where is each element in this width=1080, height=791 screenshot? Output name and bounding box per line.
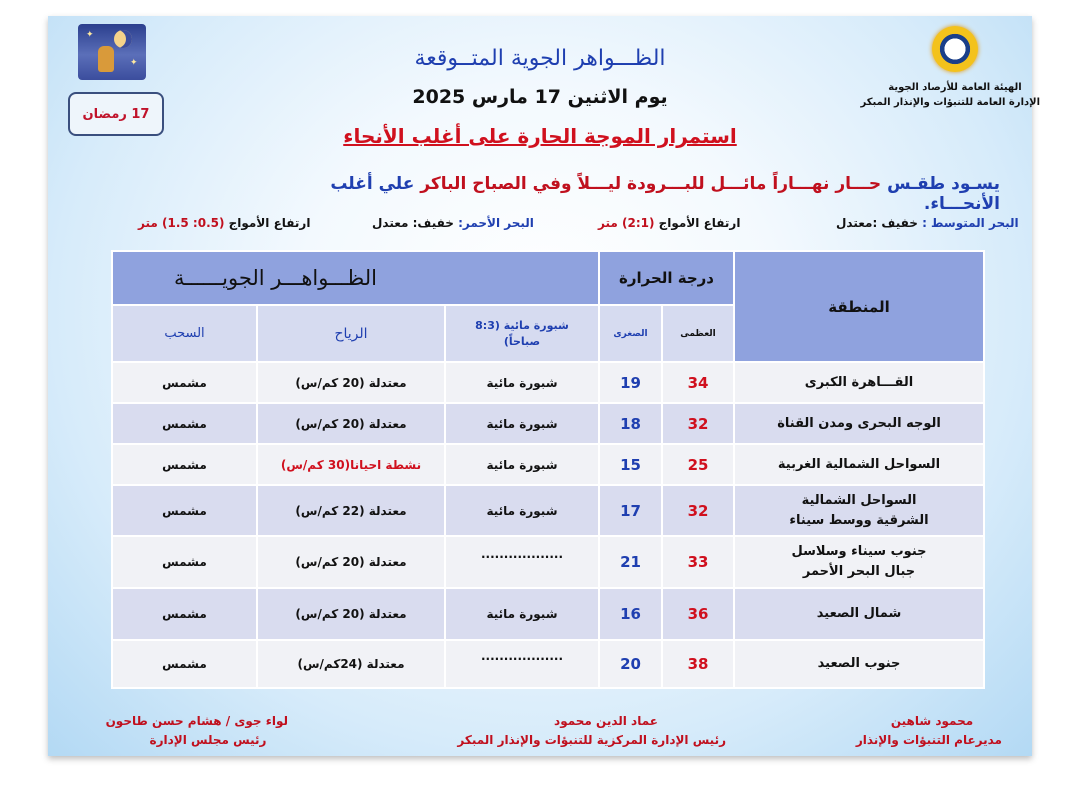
med-waves-label: ارتفاع الأمواج	[654, 216, 741, 230]
ramadan-lantern-image	[78, 24, 146, 80]
weather-summary	[290, 174, 1000, 214]
col-header-temperature: درجة الحرارة	[599, 251, 734, 305]
col-header-phenomena: الظـــواهـــر الجويــــــة	[112, 251, 599, 305]
region-cell: جنوب الصعيد	[734, 640, 984, 688]
col-header-clouds: السحب	[112, 305, 257, 362]
red-sea-label: البحر الأحمر:	[453, 216, 534, 230]
max-temp-cell: 36	[662, 588, 734, 640]
signer-name: لواء جوى / هشام حسن طاحون	[105, 714, 288, 728]
col-header-wind: الرياح	[257, 305, 445, 362]
region-cell: الوجه البحرى ومدن القناة	[734, 403, 984, 444]
med-sea-label: البحر المتوسط :	[917, 216, 1019, 230]
med-waves-value: (2:1) متر	[598, 216, 655, 230]
min-temp-cell: 18	[599, 403, 662, 444]
signer-name: محمود شاهين	[890, 714, 974, 728]
col-header-max: العظمى	[662, 305, 734, 362]
clouds-cell: مشمس	[112, 588, 257, 640]
fog-cell: ..................	[445, 640, 599, 688]
table-row	[112, 640, 984, 688]
table-row	[112, 485, 984, 536]
forecast-date: يوم الاثنين 17 مارس 2025	[412, 86, 668, 108]
crescent-moon-icon	[114, 30, 132, 48]
signer-title: رئيس الإدارة المركزية للتنبؤات والإنذار المبكر	[457, 733, 726, 747]
fog-cell: شبورة مائية	[445, 485, 599, 536]
col-header-min: الصغرى	[599, 305, 662, 362]
wind-cell: نشطة احيانا(30 كم/س)	[257, 444, 445, 485]
meteorology-logo-icon	[932, 26, 978, 72]
min-temp-cell: 17	[599, 485, 662, 536]
clouds-cell: مشمس	[112, 536, 257, 588]
min-temp-cell: 15	[599, 444, 662, 485]
wind-cell: معتدلة (24كم/س)	[257, 640, 445, 688]
max-temp-cell: 33	[662, 536, 734, 588]
region-cell: السواحل الشمالية الغربية	[734, 444, 984, 485]
ramadan-day-badge: 17 رمضان	[68, 92, 164, 136]
org-block	[860, 26, 1040, 110]
clouds-cell: مشمس	[112, 640, 257, 688]
col-header-fog: شبورة مائية (8:3 صباحاً)	[445, 305, 599, 362]
summary-part-3: علي أغلب الأنحـــاء.	[330, 174, 1000, 214]
clouds-cell: مشمس	[112, 403, 257, 444]
fog-cell: شبورة مائية	[445, 588, 599, 640]
red-waves-label: ارتفاع الأمواج	[224, 216, 311, 230]
wind-cell: معتدلة (20 كم/س)	[257, 588, 445, 640]
fog-cell: شبورة مائية	[445, 444, 599, 485]
region-cell: شمال الصعيد	[734, 588, 984, 640]
red-sea-state	[372, 216, 534, 230]
med-sea-state	[836, 216, 1019, 230]
fog-cell: شبورة مائية	[445, 403, 599, 444]
wind-cell: معتدلة (22 كم/س)	[257, 485, 445, 536]
signer-name: عماد الدين محمود	[554, 714, 658, 728]
forecast-table	[111, 250, 985, 689]
min-temp-cell: 16	[599, 588, 662, 640]
table-row	[112, 536, 984, 588]
col-header-region: المنطقة	[734, 251, 984, 362]
min-temp-cell: 19	[599, 362, 662, 403]
fog-cell: ..................	[445, 536, 599, 588]
star-icon: ✦	[130, 58, 138, 68]
clouds-cell: مشمس	[112, 362, 257, 403]
med-sea-value: خفيف :معتدل	[836, 216, 918, 230]
org-name	[860, 80, 1040, 110]
max-temp-cell: 32	[662, 485, 734, 536]
wind-cell: معتدلة (20 كم/س)	[257, 536, 445, 588]
max-temp-cell: 25	[662, 444, 734, 485]
region-cell: جنوب سيناء وسلاسل جبال البحر الأحمر	[734, 536, 984, 588]
region-cell: القـــاهرة الكبرى	[734, 362, 984, 403]
red-waves-value: (0.5: 1.5) متر	[138, 216, 225, 230]
red-waves	[138, 216, 310, 230]
table-row	[112, 588, 984, 640]
max-temp-cell: 34	[662, 362, 734, 403]
signer-title: مديرعام التنبؤات والإنذار	[855, 733, 1002, 747]
table-row	[112, 362, 984, 403]
med-waves	[598, 216, 740, 230]
clouds-cell: مشمس	[112, 485, 257, 536]
clouds-cell: مشمس	[112, 444, 257, 485]
summary-part-1: يسـود طقـس	[881, 174, 1000, 194]
summary-part-2: حـــار نهـــاراً مائـــل للبـــرودة ليـــلاً وفي الصباح الباكر	[414, 174, 882, 194]
red-sea-value: خفيف: معتدل	[372, 216, 454, 230]
org-line-2: الإدارة العامة للتنبؤات والإنذار المبكر	[860, 97, 1040, 108]
star-icon: ✦	[86, 30, 94, 40]
max-temp-cell: 38	[662, 640, 734, 688]
signer-title: رئيس مجلس الإدارة	[149, 733, 267, 747]
headline: استمرار الموجة الحارة على أغلب الأنحاء	[343, 124, 737, 148]
signature-forecast-director	[855, 712, 1002, 750]
max-temp-cell: 32	[662, 403, 734, 444]
table-row	[112, 403, 984, 444]
lantern-icon	[98, 46, 114, 72]
fog-cell: شبورة مائية	[445, 362, 599, 403]
page-title: الظـــواهر الجوية المتــوقعة	[414, 46, 666, 71]
org-line-1: الهيئة العامة للأرصاد الجوية	[888, 82, 1022, 93]
wind-cell: معتدلة (20 كم/س)	[257, 403, 445, 444]
signature-board-chairman	[105, 712, 288, 750]
signature-central-admin	[457, 712, 726, 750]
region-cell: السواحل الشمالية الشرقية ووسط سيناء	[734, 485, 984, 536]
min-temp-cell: 20	[599, 640, 662, 688]
table-row	[112, 444, 984, 485]
wind-cell: معتدلة (20 كم/س)	[257, 362, 445, 403]
min-temp-cell: 21	[599, 536, 662, 588]
